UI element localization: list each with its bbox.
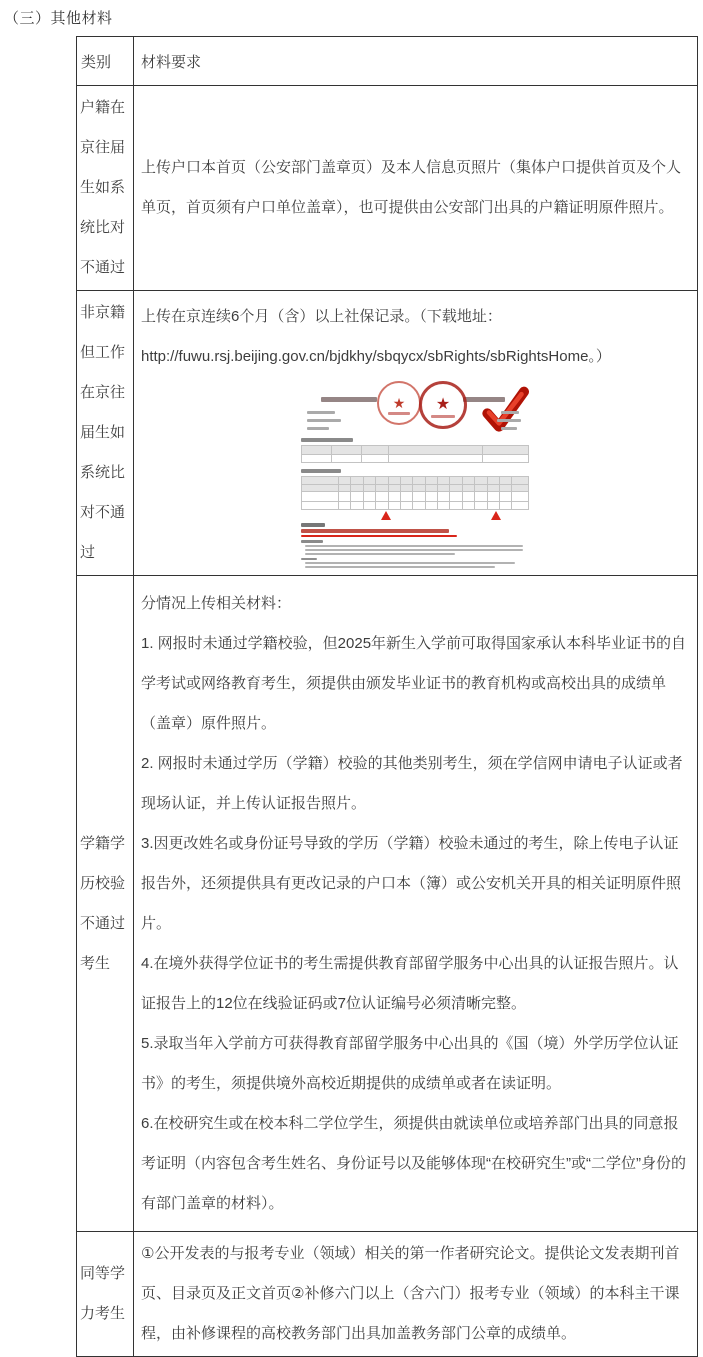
requirement-paragraph: 3.因更改姓名或身份证号导致的学历（学籍）校验未通过的考生，除上传电子认证报告外，还须提供具有更改记录的户口本（簿）或公安机关开具的相关证明原件照片。: [141, 834, 682, 932]
page: [0, 7, 703, 1357]
doc-fineprint-line: [305, 562, 515, 564]
category-cell: 学籍学历校验不通过考生: [77, 576, 134, 1232]
doc-section-line: [301, 469, 341, 473]
star-icon: ★: [392, 395, 406, 411]
star-icon: ★: [435, 396, 451, 413]
table-row-xueji-xueli: [77, 576, 698, 1232]
section-heading: （三）其他材料: [4, 10, 113, 27]
table-row-hukou: [77, 86, 698, 291]
doc-info-line: [307, 427, 329, 430]
doc-highlight-text: [301, 529, 449, 533]
requirements-cell: [134, 86, 698, 291]
requirement-paragraph: 上传在京连续6个月（含）以上社保记录。（下载地址：http://fuwu.rsj.beijing.gov.cn/bjdkhy/sbqycx/sbRights/sbRightsHome。）: [141, 308, 611, 365]
category-cell: 非京籍但工作在京往届生如系统比对不通过: [77, 291, 134, 576]
social-security-record-image: [295, 381, 535, 569]
requirement-paragraph: ①公开发表的与报考专业（领域）相关的第一作者研究论文。提供论文发表期刊首页、目录页及正文首页②补修六门以上（含六门）报考专业（领域）的本科主干课程，由补修课程的高校教务部门出具加盖教务部门公章的成绩单。: [141, 1245, 680, 1342]
requirement-paragraph: 上传户口本首页（公安部门盖章页）及本人信息页照片（集体户口提供首页及个人单页，首页须有户口单位盖章），也可提供由公安部门出具的户籍证明原件照片。: [141, 159, 682, 216]
doc-info-line: [501, 427, 517, 430]
doc-section-line: [301, 438, 353, 442]
red-seal-icon: [419, 381, 467, 429]
red-seal-icon: [377, 381, 421, 425]
doc-fineprint-line: [305, 553, 455, 555]
marker-triangle-icon: [381, 511, 391, 520]
requirements-cell: [134, 291, 698, 576]
requirement-paragraph: 1. 网报时未通过学籍校验，但2025年新生入学前可取得国家承认本科毕业证书的自学考试或网络教育考生，须提供由颁发毕业证书的教育机构或高校出具的成绩单（盖章）原件照片。: [141, 634, 687, 732]
column-header-category: 类别: [77, 37, 134, 86]
doc-highlight-underline: [301, 535, 457, 537]
category-cell: 同等学力考生: [77, 1232, 134, 1357]
doc-record-table-1: [301, 445, 529, 463]
requirements-cell: [134, 1232, 698, 1357]
doc-record-table-2: [301, 476, 529, 510]
requirement-paragraph: 2. 网报时未通过学历（学籍）校验的其他类别考生，须在学信网申请电子认证或者现场认证，并上传认证报告照片。: [141, 754, 683, 812]
doc-info-line: [501, 411, 519, 414]
requirement-paragraph: 6.在校研究生或在校本科二学位学生，须提供由就读单位或培养部门出具的同意报考证明（内容包含考生姓名、身份证号以及能够体现“在校研究生”或“二学位”身份的有部门盖章的材料）。: [141, 1114, 686, 1212]
requirement-paragraph: 5.录取当年入学前方可获得教育部留学服务中心出具的《国（境）外学历学位认证书》的考生，须提供境外高校近期提供的成绩单或者在读证明。: [141, 1034, 679, 1092]
requirements-cell: [134, 576, 698, 1232]
table-header-row: [77, 37, 698, 86]
requirement-paragraph: 4.在境外获得学位证书的考生需提供教育部留学服务中心出具的认证报告照片。认证报告上的12位在线验证码或7位认证编号必须清晰完整。: [141, 954, 679, 1012]
column-header-requirements: 材料要求: [134, 37, 698, 86]
materials-table: [76, 36, 698, 1357]
requirement-paragraph: 分情况上传相关材料：: [141, 594, 292, 612]
table-row-social-security: [77, 291, 698, 576]
doc-section-line: [301, 523, 325, 527]
doc-fineprint-line: [301, 558, 317, 560]
marker-triangle-icon: [491, 511, 501, 520]
doc-title-text: [321, 397, 377, 402]
category-cell: 户籍在京往届生如系统比对不通过: [77, 86, 134, 291]
doc-fineprint-line: [305, 566, 495, 568]
doc-info-line: [307, 411, 335, 414]
doc-info-line: [307, 419, 341, 422]
doc-info-line: [497, 419, 521, 422]
doc-section-line: [301, 540, 323, 543]
doc-fineprint-line: [305, 545, 523, 547]
table-row-tongdengxueli: [77, 1232, 698, 1357]
doc-fineprint-line: [305, 549, 523, 551]
